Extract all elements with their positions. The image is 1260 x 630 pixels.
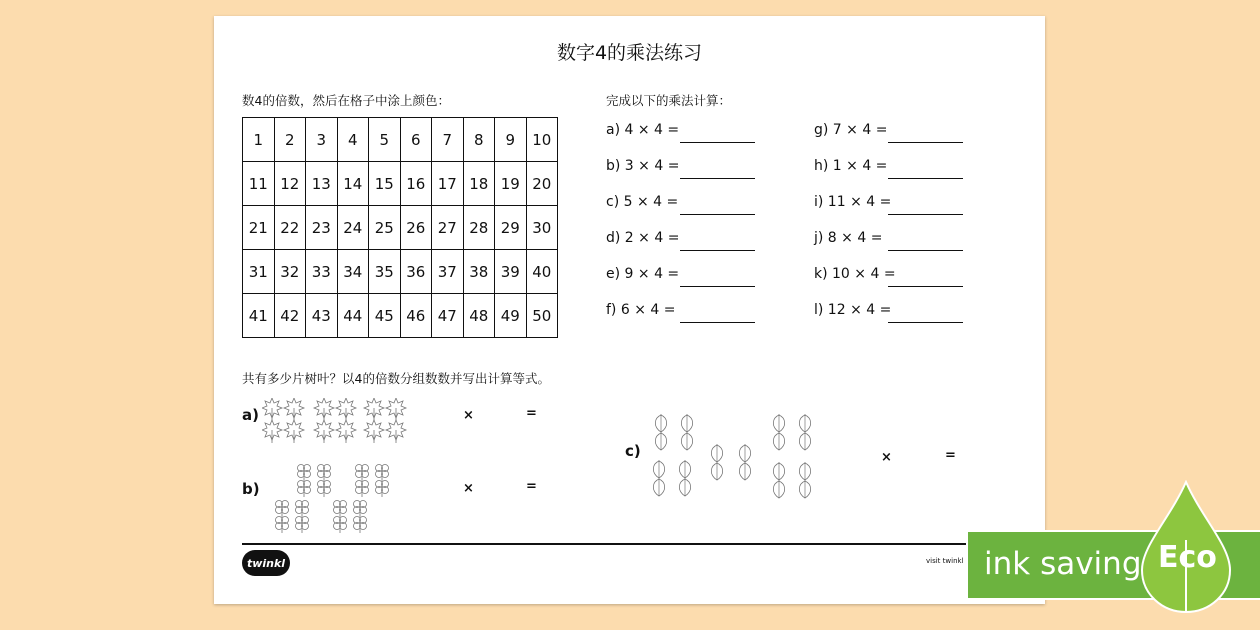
ink-saving-text: ink saving: [984, 546, 1142, 582]
twinkl-logo[interactable]: twinkl: [242, 550, 290, 576]
equals-sign-a: =: [526, 406, 537, 421]
grid-cell[interactable]: 24: [337, 206, 369, 250]
grid-cell[interactable]: 5: [369, 118, 401, 162]
answer-blank-b[interactable]: [680, 178, 755, 179]
grid-cell[interactable]: 1: [243, 118, 275, 162]
grid-row: [243, 294, 558, 338]
grid-cell[interactable]: 17: [432, 162, 464, 206]
grid-cell[interactable]: 13: [306, 162, 338, 206]
grid-cell[interactable]: 4: [337, 118, 369, 162]
grid-cell[interactable]: 2: [274, 118, 306, 162]
question-d: d) 2 × 4 =: [606, 230, 680, 246]
grid-cell[interactable]: 28: [463, 206, 495, 250]
question-b: b) 3 × 4 =: [606, 158, 680, 174]
grid-cell[interactable]: 36: [400, 250, 432, 294]
grid-cell[interactable]: 48: [463, 294, 495, 338]
answer-blank-j[interactable]: [888, 250, 963, 251]
footer-divider: [242, 543, 1048, 545]
answer-blank-e[interactable]: [680, 286, 755, 287]
question-i: i) 11 × 4 =: [814, 194, 892, 210]
grid-cell[interactable]: 10: [526, 118, 558, 162]
grid-cell[interactable]: 30: [526, 206, 558, 250]
grid-cell[interactable]: 19: [495, 162, 527, 206]
grid-cell[interactable]: 42: [274, 294, 306, 338]
grid-cell[interactable]: 35: [369, 250, 401, 294]
page-title: 数字4的乘法练习: [556, 42, 703, 64]
hundred-grid: [242, 117, 558, 338]
grid-cell[interactable]: 27: [432, 206, 464, 250]
grid-cell[interactable]: 49: [495, 294, 527, 338]
question-j: j) 8 × 4 =: [814, 230, 883, 246]
visit-link[interactable]: visit twinkl: [926, 557, 964, 565]
leaf-row-b-label: b): [242, 480, 260, 498]
grid-cell[interactable]: 50: [526, 294, 558, 338]
answer-blank-k[interactable]: [888, 286, 963, 287]
maple-leaves-group-a: [262, 398, 410, 444]
grid-cell[interactable]: 9: [495, 118, 527, 162]
grid-cell[interactable]: 47: [432, 294, 464, 338]
grid-cell[interactable]: 16: [400, 162, 432, 206]
question-h: h) 1 × 4 =: [814, 158, 888, 174]
grid-cell[interactable]: 44: [337, 294, 369, 338]
answer-blank-l[interactable]: [888, 322, 963, 323]
grid-cell[interactable]: 46: [400, 294, 432, 338]
grid-cell[interactable]: 6: [400, 118, 432, 162]
grid-cell[interactable]: 43: [306, 294, 338, 338]
question-e: e) 9 × 4 =: [606, 266, 680, 282]
round-leaves-group-c: [648, 412, 820, 500]
times-sign-b: ×: [463, 481, 474, 496]
answer-blank-f[interactable]: [680, 322, 755, 323]
grid-cell[interactable]: 21: [243, 206, 275, 250]
grid-cell[interactable]: 8: [463, 118, 495, 162]
equals-sign-c: =: [945, 448, 956, 463]
leaf-row-a-label: a): [242, 406, 259, 424]
grid-cell[interactable]: 38: [463, 250, 495, 294]
grid-cell[interactable]: 41: [243, 294, 275, 338]
question-c: c) 5 × 4 =: [606, 194, 679, 210]
grid-cell[interactable]: 25: [369, 206, 401, 250]
grid-cell[interactable]: 23: [306, 206, 338, 250]
answer-blank-g[interactable]: [888, 142, 963, 143]
equals-sign-b: =: [526, 479, 537, 494]
grid-cell[interactable]: 39: [495, 250, 527, 294]
times-sign-c: ×: [881, 450, 892, 465]
grid-cell[interactable]: 29: [495, 206, 527, 250]
grid-cell[interactable]: 18: [463, 162, 495, 206]
grid-cell[interactable]: 15: [369, 162, 401, 206]
question-l: l) 12 × 4 =: [814, 302, 892, 318]
grid-cell[interactable]: 33: [306, 250, 338, 294]
question-k: k) 10 × 4 =: [814, 266, 896, 282]
grid-row: [243, 118, 558, 162]
answer-blank-c[interactable]: [680, 214, 755, 215]
grid-cell[interactable]: 20: [526, 162, 558, 206]
grid-cell[interactable]: 11: [243, 162, 275, 206]
answer-blank-h[interactable]: [888, 178, 963, 179]
grid-cell[interactable]: 22: [274, 206, 306, 250]
grid-cell[interactable]: 7: [432, 118, 464, 162]
grid-cell[interactable]: 3: [306, 118, 338, 162]
leaf-instruction: 共有多少片树叶？以4的倍数分组数数并写出计算等式。: [242, 371, 550, 386]
answer-blank-i[interactable]: [888, 214, 963, 215]
grid-row: [243, 206, 558, 250]
calc-instruction: 完成以下的乘法计算：: [606, 93, 732, 108]
question-a: a) 4 × 4 =: [606, 122, 680, 138]
times-sign-a: ×: [463, 408, 474, 423]
answer-blank-a[interactable]: [680, 142, 755, 143]
grid-cell[interactable]: 45: [369, 294, 401, 338]
grid-cell[interactable]: 40: [526, 250, 558, 294]
grid-row: [243, 162, 558, 206]
grid-cell[interactable]: 37: [432, 250, 464, 294]
leaf-row-c-label: c): [625, 442, 641, 460]
eco-label: Eco: [1158, 540, 1217, 575]
grid-instruction: 数4的倍数，然后在格子中涂上颜色：: [242, 93, 450, 108]
grid-row: [243, 250, 558, 294]
grid-cell[interactable]: 26: [400, 206, 432, 250]
grid-cell[interactable]: 14: [337, 162, 369, 206]
question-f: f) 6 × 4 =: [606, 302, 676, 318]
grid-cell[interactable]: 31: [243, 250, 275, 294]
clover-leaves-group-b: [272, 462, 392, 534]
grid-cell[interactable]: 32: [274, 250, 306, 294]
grid-cell[interactable]: 12: [274, 162, 306, 206]
worksheet: [214, 16, 1045, 604]
question-g: g) 7 × 4 =: [814, 122, 888, 138]
answer-blank-d[interactable]: [680, 250, 755, 251]
grid-cell[interactable]: 34: [337, 250, 369, 294]
